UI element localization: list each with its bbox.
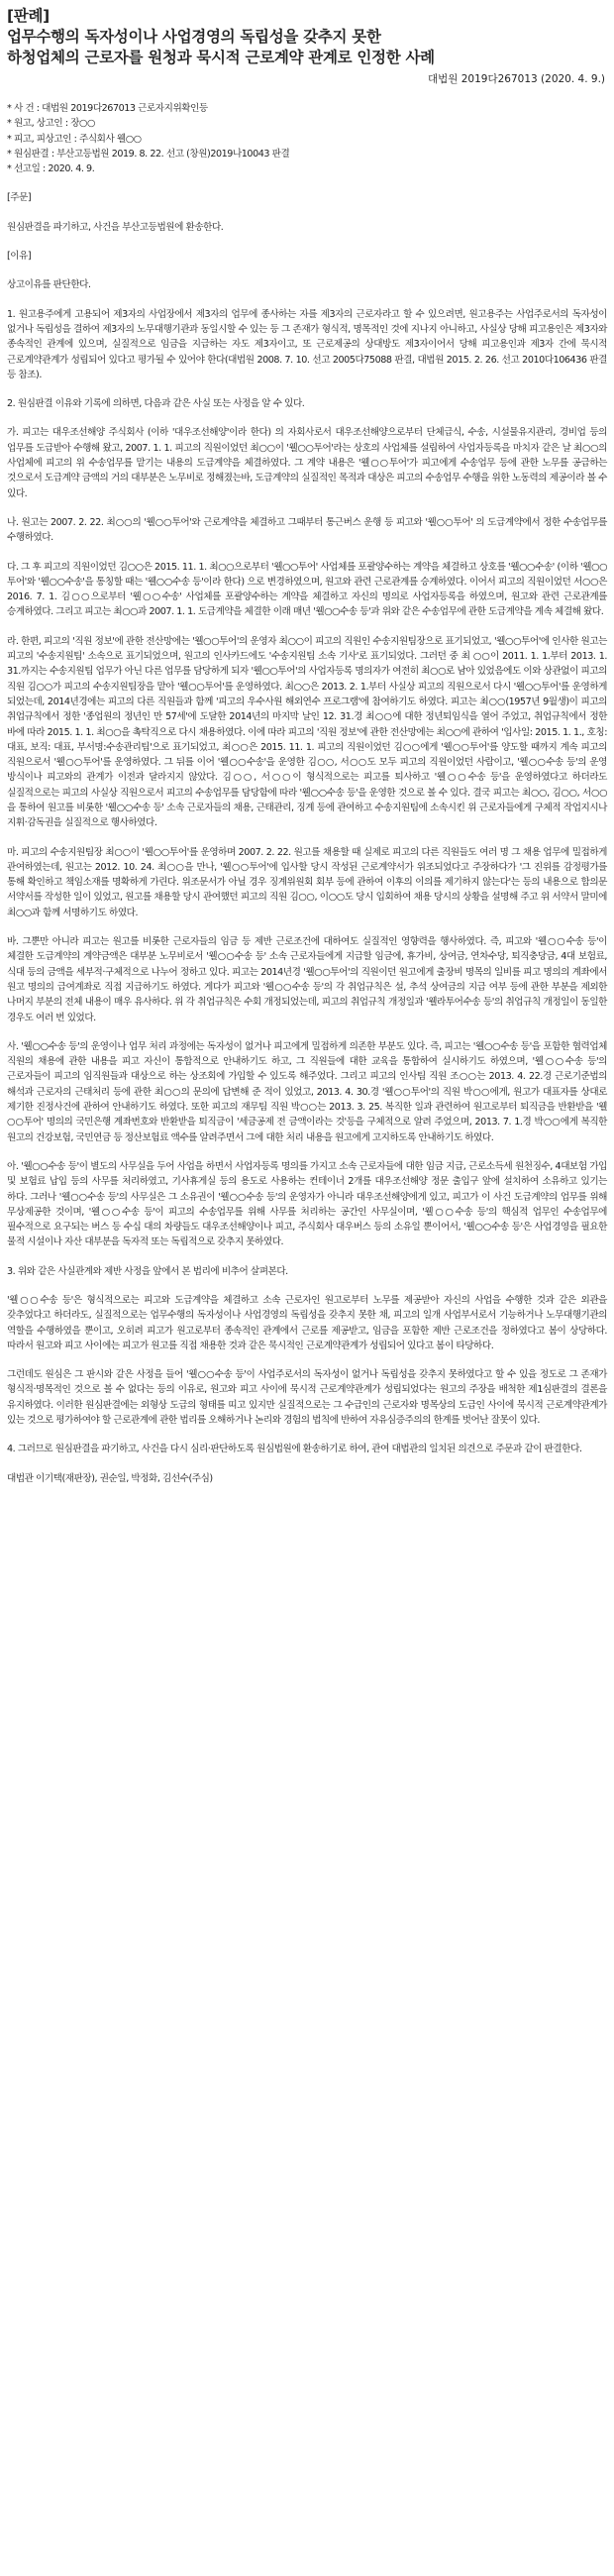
section-heading-iyu: [이유] xyxy=(7,251,32,263)
paragraph: 가. 피고는 대우조선해양 주식회사 (이하 '대우조선해양'이라 한다) 의 자회사로서 대우조선해양으로부터 단체급식, 수송, 시설물유지관리, 경비업 등의 업무를 도급받아 수행해 왔고, 2007. 1. 1. 피고의 직원이었던 최○○이 '웰○○투어'라는 상호의 사업체를 설립하여 사업자등록을 마치자 같은 날 최○○의 사업체에 피고의 위 수송업무를 맡기는 내용의 도급계약을 체결하였다. 그 계약 내용은 '웰○○투어'가 피고에게 수송업무 등에 관한 노무를 공급하는 것으로서 도급계약 금액의 거의 대부분은 노무비로 정해졌는바, 도급계약의 실질적인 목적과 대상은 피고의 수송업무 수행을 위한 노동력의 제공이라 볼 수 있다. xyxy=(7,427,607,499)
paragraph: 라. 한편, 피고의 '직원 정보'에 관한 전산망에는 '웰○○투어'의 운영자 최○○이 피고의 직원인 수송지원팀장으로 표기되었고, '웰○○투어'에 인사한 원고는 피고의 '수송지원팀' 소속으로 표기되었으며, 원고의 인사카드에도 '수송지원팀 소속 기사'로 표기되었다. 그러던 중 최 ○○이 2011. 1. 1.부터 2013. 1. 31.까지는 수송지원팀 업무가 아닌 다른 업무를 담당하게 되자 '웰○○투어'의 사업자등록 명의자가 여전히 최○○로 남아 있었음에도 이와 상관없이 피고의 직원 김○○가 피고의 수송지원팀장을 맡아 '웰○○투어'를 운영하였다. 최○○은 2013. 2. 1.부터 사실상 피고의 직원으로서 다시 '웰○○투어'를 운영하게 되었는데, 2014년경에는 피고의 다른 직원들과 함께 '피고의 우수사원 해외연수 프로그램'에 참여하기도 하였다. 피고는 최○○(1957년 9월생)이 피고의 취업규칙에서 정한 '종업원의 정년인 만 57세'에 도달한 2014년의 마지막 날인 12. 31.경 최○○에 대한 정년퇴임식을 열어 주었고, 취업규칙에서 정한 바에 따라 2015. 1. 1. 최○○을 촉탁직으로 다시 채용하였다. 이에 따라 피고의 '직원 정보'에 관한 전산망에는 최○○에 관하여 '입사일: 2015. 1. 1., 호칭: 대표, 보직: 대표, 부서명:수송관리팀'으로 표기되었고, 최○○은 2015. 11. 1. 피고의 직원이었던 김○○에게 '웰○○투어'를 양도할 때까지 계속 피고의 직원으로서 '웰○○투어'를 운영하였다. 그 뒤를 이어 '웰○○수송'을 운영한 김○○, 서○○도 모두 피고의 직원이었던 사람이고, '웰○○수송 등'의 운영 방식이나 피고와의 관계가 이전과 달라지지 않았다. 김○○, 서○○이 형식적으로는 피고를 퇴사하고 '웰○○수송 등'을 운영하였다고 하더라도 실질적으로는 피고의 사실상 직원으로서 피고의 수송업무를 담당함에 따라 '웰○○수송 등'을 운영한 것으로 볼 수 있다. 결국 피고는 최○○, 김○○, 서○○을 통하여 원고를 비롯한 '웰○○수송 등' 소속 근로자들의 채용, 근태관리, 징계 등에 관여하고 수송지원팀에 소속시킨 위 근로자들에게 구체적 작업지시나 지휘·감독권을 실질적으로 행사하였다. xyxy=(7,635,607,829)
case-number: 대법원 2019다267013 (2020. 4. 9.) xyxy=(427,73,605,85)
paragraph: 마. 피고의 수송지원팀장 최○○이 '웰○○투어'를 운영하며 2007. 2. 22. 원고를 채용할 때 실제로 피고의 다른 직원들도 여러 명 그 채용 업무에 밀접하게 관여하였는데, 원고는 2012. 10. 24. 최○○을 만나, '웰○○투어'에 입사할 당시 작성된 근로계약서가 위조되었다고 주장하다가 '그 진위를 감정평가를 통해 확인하고 책임소재를 명확하게 가린다. 위조문서가 아닐 경우 징계위원회 회부 등에 관하여 이후의 이의를 제기하지 않는다'는 등의 내용으로 합의문 서약서를 작성한 일이 있었고, 원고를 채용할 당시 관여했던 피고의 직원 김○○, 이○○도 당시 입회하여 채용 당시의 상황을 설명해 주고 위 서약서 말미에 최○○과 함께 서명하기도 하였다. xyxy=(7,846,607,918)
meta-plaintiff: * 원고, 상고인 : 장○○ xyxy=(7,118,95,130)
title-label: [판례] xyxy=(7,7,50,25)
paragraph: 다. 그 후 피고의 직원이었던 김○○은 2015. 11. 1. 최○○으로부터 '웰○○투어' 사업체를 포괄양수하는 계약을 체결하고 상호를 '웰○○수송' (이하 '웰○○투어'와 '웰○○수송'을 통칭할 때는 '웰○○수송 등'이라 한다) 으로 변경하였으며, 원고와 관련 근로관계를 승계하였다. 이어서 피고의 직원이었던 서○○은 2016. 7. 1. 김○○으로부터 '웰○○수송' 사업체를 포괄양수하는 계약을 체결하고 자신의 명의로 사업자등록을 하였으며, 원고와 관련 근로관계를 승계하였다. 그리고 피고는 최○○과 2007. 1. 1. 도급계약을 체결한 이래 매년 '웰○○수송 등'과 위와 같은 수송업무에 관한 도급계약을 계속 체결해 왔다. xyxy=(7,561,607,618)
paragraph: 바. 그뿐만 아니라 피고는 원고를 비롯한 근로자들의 임금 등 제반 근로조건에 대하여도 실질적인 영향력을 행사하였다. 즉, 피고와 '웰○○수송 등'이 체결한 도급계약의 계약금액은 대부분 노무비로서 '웰○○수송 등' 소속 근로자들에게 지급할 임금에, 휴가비, 상여금, 연차수당, 퇴직충당금, 4대 보험료, 식대 등의 금액을 세부적·구체적으로 나누어 정하고 있다. 피고는 2014년경 '웰○○투어'의 직원이던 원고에게 출장비 명목의 일비를 피고 명의의 계좌에서 원고 명의의 급여계좌로 직접 지급하기도 하였다. 게다가 피고와 '웰○○수송 등'의 각 취업규칙은 설, 추석 상여금의 지급 여부 등에 관한 부분을 제외한 나머지 부분의 전체 내용이 매우 유사하다. 위 각 취업규칙은 수회 개정되었는데, 피고의 취업규칙 개정일과 '웰라투어수송 등'의 취업규칙 개정일이 동일한 경우도 여러 번 있었다. xyxy=(7,936,607,1023)
meta-defendant: * 피고, 피상고인 : 주식회사 웰○○ xyxy=(7,133,142,145)
paragraph: 사. '웰○○수송 등'의 운영이나 업무 처리 과정에는 독자성이 없거나 피고에게 밀접하게 의존한 부분도 있다. 즉, 피고는 '웰○○수송 등'을 포함한 협력업체 직원의 채용에 관한 내용을 피고 자신이 통합적으로 안내하기도 하고, 그 직원들에 대한 교육을 통합하여 실시하기도 하였으며, '웰○○수송 등'의 근로자들이 피고의 임직원들과 대상으로 하는 상조회에 가입할 수 있도록 해주었다. 그리고 피고의 인사팀 직원 조○○는 2013. 4. 22.경 근로기준법의 해석과 근로자의 근태처리 등에 관한 최○○의 문의에 답변해 준 적이 있었고, 2013. 4. 30.경 '웰○○투어'의 직원 박○○에게, 원고가 대표자를 상대로 제기한 진정사건에 관하여 안내하기도 하였다. 또한 피고의 재무팀 직원 박○○는 2013. 3. 25. 복직한 일과 관련하여 원고로부터 퇴직금을 반환받을 '웰○○투어' 명의의 국민은행 계좌번호와 반환받을 퇴직금이 '세금공제 전 금액이라는 것'등을 구체적으로 알려 주었으며, 2013. 7. 1.경 박○○에게 복직한 원고의 건강보험, 국민연금 등 정산보험료 액수를 알려주면서 그에 대한 처리 내용을 원고에게 고지하도록 안내하기도 하였다. xyxy=(7,1040,607,1143)
judgment-body xyxy=(7,307,607,1486)
iyu-intro: 상고이유를 판단한다. xyxy=(7,279,91,291)
paragraph: 1. 원고용주에게 고용되어 제3자의 사업장에서 제3자의 업무에 종사하는 자를 제3자의 근로자라고 할 수 있으려면, 원고용주는 사업주로서의 독자성이 없거나 독립성을 결하여 제3자의 노무대행기관과 동일시할 수 있는 등 그 존재가 형식적, 명목적인 것에 지나지 아니하고, 사실상 당해 피고용인은 제3자와 종속적인 관계에 있으며, 실질적으로 임금을 지급하는 자도 제3자이고, 또 근로제공의 상대방도 제3자이어서 당해 피고용인과 제3자 간에 묵시적 근로계약관계가 성립되어 있다고 평가될 수 있어야 한다(대법원 2008. 7. 10. 선고 2005다75088 판결, 대법원 2015. 2. 26. 선고 2010다106436 판결 등 참조). xyxy=(7,308,607,380)
case-meta xyxy=(7,101,607,176)
paragraph: '웰○○수송 등'은 형식적으로는 피고와 도급계약을 체결하고 소속 근로자인 원고로부터 노무를 제공받아 자신의 사업을 수행한 것과 같은 외관을 갖추었다고 하더라도, 실질적으로는 업무수행의 독자성이나 사업경영의 독립성을 갖추지 못한 채, 피고의 일개 사업부서로서 기능하거나 노무대행기관의 역할을 수행하였을 뿐이고, 오히려 피고가 원고로부터 종속적인 관계에서 근로를 제공받고, 임금을 포함한 제반 근로조건을 정하였다고 봄이 상당하다. 따라서 원고와 피고 사이에는 피고가 원고를 직접 채용한 것과 같은 묵시적인 근로계약관계가 성립되어 있다고 봄이 타당하다. xyxy=(7,1295,607,1351)
meta-case: * 사 건 : 대법원 2019다267013 근로자지위확인등 xyxy=(7,103,208,114)
paragraph: 3. 위와 같은 사실관계와 제반 사정을 앞에서 본 법리에 비추어 살펴본다. xyxy=(7,1265,288,1277)
document-title xyxy=(7,6,607,68)
title-line-1: 업무수행의 독자성이나 사업경영의 독립성을 갖추지 못한 xyxy=(7,28,381,46)
paragraph: 4. 그러므로 원심판결을 파기하고, 사건을 다시 심리·판단하도록 원심법원에 환송하기로 하여, 관여 대법관의 일치된 의견으로 주문과 같이 판결한다. xyxy=(7,1444,582,1455)
meta-lower-judgment: * 원심판결 : 부산고등법원 2019. 8. 22. 선고 (창원)2019나10043 판결 xyxy=(7,148,290,160)
paragraph: 아. '웰○○수송 등'이 별도의 사무실을 두어 사업을 하면서 사업자등록 명의를 가지고 소속 근로자들에 대한 임금 지급, 근로소득세 원천징수, 4대보험 가입 및 보험료 납입 등의 사무를 처리하였고, 기사휴게실 등의 용도로 사용하는 컨테이너 2개를 대우조선해양 정문 출입구 앞에 설치하여 소유하고 있기는 하다. 그러나 '웰○○수송 등'의 사무실은 그 소유권이 '웰○○수송 등'의 운영자가 아니라 대우조선해양에게 있고, 피고가 이 사건 도급계약의 업무를 위해 무상제공한 것이며, '웰○○수송 등'이 피고의 수송업무를 위해 사무를 처리하는 공간인 사무실이며, '웰○○수송 등'의 핵심적 업무인 수송업무에 필수적으로 요구되는 버스 등 수십 대의 차량들도 대우조선해양이나 피고, 주식회사 대우버스 등의 소유일 뿐이어서, '웰○○수송 등'은 사업경영을 필요한 물적 시설이나 자산 대부분을 독자적 또는 독립적으로 갖추지 못하였다. xyxy=(7,1160,607,1248)
meta-decision-date: * 선고일 : 2020. 4. 9. xyxy=(7,163,95,175)
jumun-body: 원심판결을 파기하고, 사건을 부산고등법원에 환송한다. xyxy=(7,221,224,233)
paragraph: 나. 원고는 2007. 2. 22. 최○○의 '웰○○투어'와 근로계약을 체결하고 그때부터 통근버스 운행 등 피고와 '웰○○투어' 의 도급계약에서 정한 수송업무를 수행하였다. xyxy=(7,516,607,544)
section-heading-jumun: [주문] xyxy=(7,192,32,204)
paragraph: 2. 원심판결 이유와 기록에 의하면, 다음과 같은 사실 또는 사정을 알 수 있다. xyxy=(7,398,305,410)
justices: 대법관 이기택(재판장), 권순일, 박정화, 김선수(주심) xyxy=(7,1472,213,1484)
title-line-2: 하청업체의 근로자를 원청과 묵시적 근로계약 관계로 인정한 사례 xyxy=(7,49,435,66)
paragraph: 그런데도 원심은 그 판시와 같은 사정을 들어 '웰○○수송 등'이 사업주로서의 독자성이 없거나 독립성을 갖추지 못하였다고 할 수 있을 정도로 그 존재가 형식적·명목적인 것으로 볼 수 없다는 등의 이유로, 원고와 피고 사이에 묵시적 근로계약관계가 성립되었다는 원고의 주장을 배척한 제1심판결의 결론을 유지하였다. 이러한 원심판결에는 외형상 도급의 형태를 띠고 있지만 실질적으로는 그 수급인의 근로자와 명목상의 도급인 사이에 묵시적 근로계약관계가 있는 것으로 평가하여야 할 근로관계에 관한 법리를 오해하거나 논리와 경험의 법칙에 반하여 자유심증주의의 한계를 벗어난 잘못이 있다. xyxy=(7,1369,607,1427)
